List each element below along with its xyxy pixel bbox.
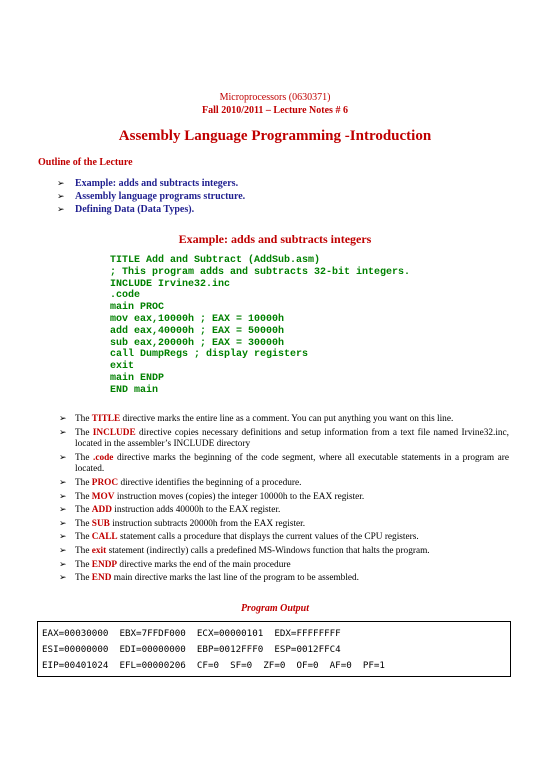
explanation-text: The bbox=[75, 414, 92, 424]
explanation-text: directive identifies the beginning of a procedure. bbox=[118, 477, 302, 488]
explanation-text: statement calls a procedure that displays the current values of the CPU registers. bbox=[117, 532, 419, 543]
output-line: EAX=00030000 EBX=7FFDF000 ECX=00000101 EDX=FFFFFFFF bbox=[42, 628, 341, 639]
explanation-text: The bbox=[75, 532, 92, 543]
explanation-text: The bbox=[75, 452, 93, 463]
keyword: END bbox=[91, 573, 112, 584]
outline-item-text: Assembly language programs structure. bbox=[75, 191, 246, 202]
arrow-bullet-icon: ➢ bbox=[59, 452, 67, 463]
code-line: sub eax,20000h ; EAX = 30000h bbox=[110, 337, 285, 349]
program-output-box bbox=[37, 621, 511, 677]
code-line: INCLUDE Irvine32.inc bbox=[110, 278, 231, 290]
code-line: TITLE Add and Subtract (AddSub.asm) bbox=[110, 255, 321, 266]
explanation-text: main directive marks the last line of the program to be assembled. bbox=[111, 573, 360, 584]
keyword: PROC bbox=[91, 477, 119, 488]
arrow-bullet-icon: ➢ bbox=[59, 477, 67, 488]
arrow-bullet-icon: ➢ bbox=[57, 192, 65, 202]
explanation-text: The bbox=[75, 491, 92, 502]
explanation-item bbox=[59, 573, 509, 585]
arrow-bullet-icon: ➢ bbox=[57, 205, 65, 215]
explanation-text: The bbox=[75, 518, 92, 529]
arrow-bullet-icon: ➢ bbox=[59, 505, 67, 516]
explanation-item bbox=[59, 532, 509, 544]
arrow-bullet-icon: ➢ bbox=[59, 545, 67, 556]
outline-heading: Outline of the Lecture bbox=[38, 157, 133, 168]
keyword: ENDP bbox=[91, 559, 118, 570]
explanation-item bbox=[59, 428, 509, 451]
code-line: main ENDP bbox=[110, 372, 165, 384]
explanation-item bbox=[59, 414, 509, 426]
keyword: MOV bbox=[91, 491, 115, 502]
arrow-bullet-icon: ➢ bbox=[59, 573, 67, 584]
code-line: add eax,40000h ; EAX = 50000h bbox=[110, 325, 285, 337]
example-heading: Example: adds and subtracts integers bbox=[178, 232, 372, 246]
explanation-text: directive copies necessary definitions and setup information from a text file named Irvine32.inc, located in the assembler’s INCLUDE directory bbox=[75, 427, 509, 450]
arrow-bullet-icon: ➢ bbox=[57, 179, 65, 189]
keyword: SUB bbox=[91, 518, 110, 529]
explanation-text: The bbox=[75, 427, 93, 438]
explanation-item bbox=[59, 453, 509, 476]
arrow-bullet-icon: ➢ bbox=[59, 427, 67, 438]
code-line: mov eax,10000h ; EAX = 10000h bbox=[110, 313, 285, 325]
outline-item bbox=[57, 190, 245, 203]
code-line: main PROC bbox=[110, 302, 165, 314]
outline-item bbox=[57, 177, 245, 190]
keyword: TITLE bbox=[91, 414, 121, 424]
explanation-item bbox=[59, 492, 509, 504]
explanation-list bbox=[59, 414, 509, 587]
page-title: Assembly Language Programming -Introduction bbox=[118, 128, 432, 144]
outline-list bbox=[57, 177, 245, 216]
explanation-text: directive marks the entire line as a comment. You can put anything you want on this line. bbox=[120, 414, 454, 424]
keyword: exit bbox=[91, 545, 107, 556]
lecture-term: Fall 2010/2011 – Lecture Notes # 6 bbox=[202, 105, 348, 116]
keyword: INCLUDE bbox=[92, 427, 136, 438]
explanation-text: The bbox=[75, 559, 92, 570]
code-line: call DumpRegs ; display registers bbox=[110, 349, 309, 361]
code-line: END main bbox=[110, 384, 159, 396]
outline-item-text: Defining Data (Data Types). bbox=[75, 204, 195, 215]
explanation-text: instruction adds 40000h to the EAX register. bbox=[111, 505, 281, 516]
code-listing bbox=[110, 255, 410, 397]
keyword: .code bbox=[93, 452, 114, 463]
code-line: ; This program adds and subtracts 32-bit integers. bbox=[110, 266, 411, 278]
explanation-text: The bbox=[75, 477, 92, 488]
explanation-item bbox=[59, 560, 509, 572]
output-line: ESI=00000000 EDI=00000000 EBP=0012FFF0 ESP=0012FFC4 bbox=[42, 644, 341, 655]
outline-item bbox=[57, 203, 245, 216]
keyword: CALL bbox=[91, 532, 118, 543]
output-line: EIP=00401024 EFL=00000206 CF=0 SF=0 ZF=0 OF=0 AF=0 PF=1 bbox=[42, 660, 385, 671]
output-heading: Program Output bbox=[240, 603, 310, 614]
code-line: .code bbox=[110, 290, 141, 302]
explanation-item bbox=[59, 478, 509, 490]
code-line: exit bbox=[110, 361, 135, 373]
arrow-bullet-icon: ➢ bbox=[59, 414, 67, 424]
explanation-text: The bbox=[75, 545, 92, 556]
keyword: ADD bbox=[91, 505, 112, 516]
explanation-item bbox=[59, 519, 509, 531]
arrow-bullet-icon: ➢ bbox=[59, 491, 67, 502]
arrow-bullet-icon: ➢ bbox=[59, 532, 67, 543]
course-title: Microprocessors (0630371) bbox=[219, 92, 331, 103]
arrow-bullet-icon: ➢ bbox=[59, 559, 67, 570]
explanation-text: instruction subtracts 20000h from the EAX register. bbox=[109, 518, 306, 529]
arrow-bullet-icon: ➢ bbox=[59, 518, 67, 529]
explanation-item bbox=[59, 546, 509, 558]
explanation-text: The bbox=[75, 505, 92, 516]
explanation-text: The bbox=[75, 573, 92, 584]
explanation-text: directive marks the end of the main procedure bbox=[117, 559, 291, 570]
explanation-item bbox=[59, 505, 509, 517]
outline-item-text: Example: adds and subtracts integers. bbox=[75, 178, 239, 189]
explanation-text: statement (indirectly) calls a predefined MS-Windows function that halts the program. bbox=[106, 545, 430, 556]
explanation-text: instruction moves (copies) the integer 10000h to the EAX register. bbox=[114, 491, 365, 502]
explanation-text: directive marks the beginning of the code segment, where all executable statements in a program are located. bbox=[75, 452, 509, 475]
